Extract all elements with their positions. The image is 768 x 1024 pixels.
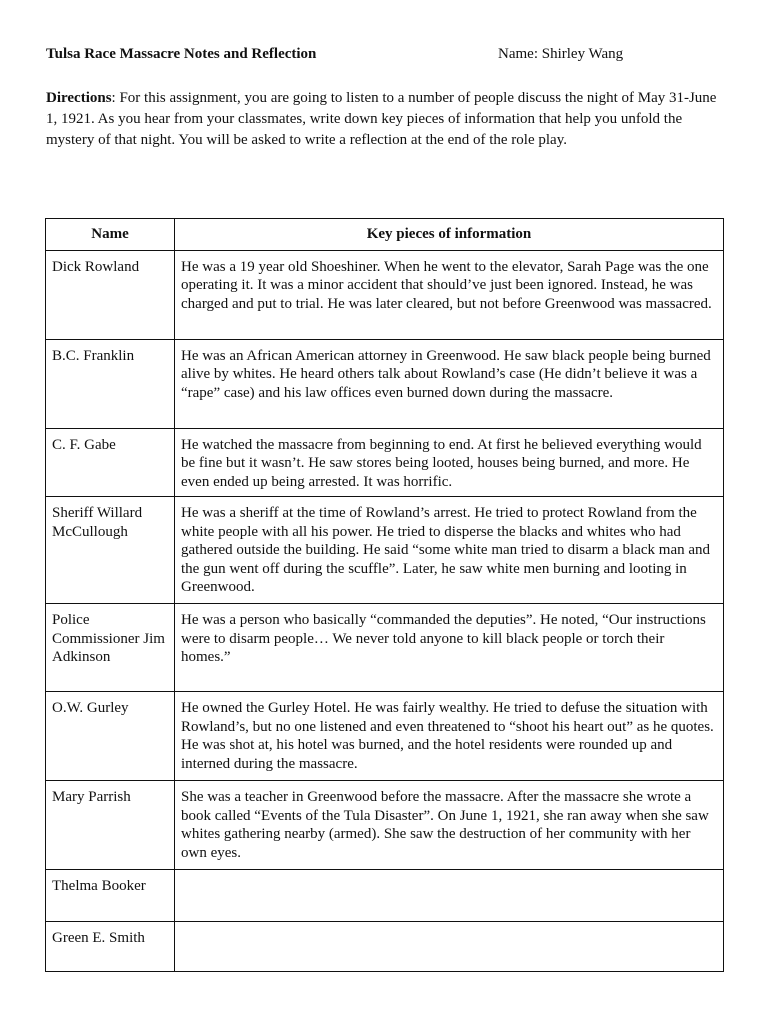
table-row — [46, 692, 724, 781]
person-name-cell: Dick Rowland — [46, 250, 175, 339]
person-info-cell: He watched the massacre from beginning to end. At first he believed everything would be fine but it wasn’t. He saw stores being looted, houses being burned, and more. He even ended up being arrested. It was horrific. — [175, 428, 724, 497]
student-name: Name: Shirley Wang — [498, 46, 624, 62]
person-info-cell: He was a person who basically “commanded the deputies”. He noted, “Our instructions were to disarm people… We never told anyone to kill black people or torch their homes.” — [175, 604, 724, 692]
table-row — [46, 339, 724, 428]
document-header — [46, 46, 722, 68]
table-row — [46, 870, 724, 922]
person-name-cell: Sheriff Willard McCullough — [46, 497, 175, 604]
document-title: Tulsa Race Massacre Notes and Reflection — [46, 46, 317, 62]
person-info-cell: He owned the Gurley Hotel. He was fairly wealthy. He tried to defuse the situation with Rowland’s, but no one listened and even threatened to “shoot his heart out” as he quotes. He was shot at, his hotel was burned, and the hotel residents were rounded up and interned during the massacre. — [175, 692, 724, 781]
person-name-cell: B.C. Franklin — [46, 339, 175, 428]
table-row — [46, 781, 724, 870]
table-row — [46, 428, 724, 497]
person-name-cell: Police Commissioner Jim Adkinson — [46, 604, 175, 692]
table-row — [46, 250, 724, 339]
directions-text: : For this assignment, you are going to listen to a number of people discuss the night of May 31-June 1, 1921. As you hear from your classmates, write down key pieces of information that help you unfold the mystery of that night. You will be asked to write a reflection at the end of the role play. — [46, 90, 717, 148]
person-name-cell: Thelma Booker — [46, 870, 175, 922]
table-header-row — [46, 219, 724, 251]
person-name-cell: Mary Parrish — [46, 781, 175, 870]
person-info-cell: He was a 19 year old Shoeshiner. When he went to the elevator, Sarah Page was the one operating it. It was a minor accident that should’ve just been ignored. Instead, he was charged and put to trial. He was later cleared, but not before Greenwood was massacred. — [175, 250, 724, 339]
table-row — [46, 497, 724, 604]
person-info-cell: He was a sheriff at the time of Rowland’s arrest. He tried to protect Rowland from the white people with all his power. He tried to disperse the blacks and whites who had gathered outside the building. He said “some white man tried to disarm a black man and the gun went off during the scuffle”. Later, he saw white men burning and looting in Greenwood. — [175, 497, 724, 604]
person-info-cell[interactable] — [175, 870, 724, 922]
person-info-cell: She was a teacher in Greenwood before the massacre. After the massacre she wrote a book called “Events of the Tula Disaster”. On June 1, 1921, she ran away when she saw whites gathering nearby (armed). She saw the destruction of her community with her own eyes. — [175, 781, 724, 870]
person-name-cell: Green E. Smith — [46, 922, 175, 972]
person-name-cell: O.W. Gurley — [46, 692, 175, 781]
column-header-name: Name — [46, 219, 175, 251]
notes-table — [45, 218, 724, 972]
person-info-cell: He was an African American attorney in Greenwood. He saw black people being burned alive by whites. He heard others talk about Rowland’s case (He didn’t believe it was a “rape” case) and his law offices even burned down during the massacre. — [175, 339, 724, 428]
directions-label: Directions — [46, 90, 112, 106]
table-row — [46, 604, 724, 692]
person-name-cell: C. F. Gabe — [46, 428, 175, 497]
person-info-cell[interactable] — [175, 922, 724, 972]
table-row — [46, 922, 724, 972]
directions-paragraph — [46, 88, 722, 151]
column-header-info: Key pieces of information — [175, 219, 724, 251]
